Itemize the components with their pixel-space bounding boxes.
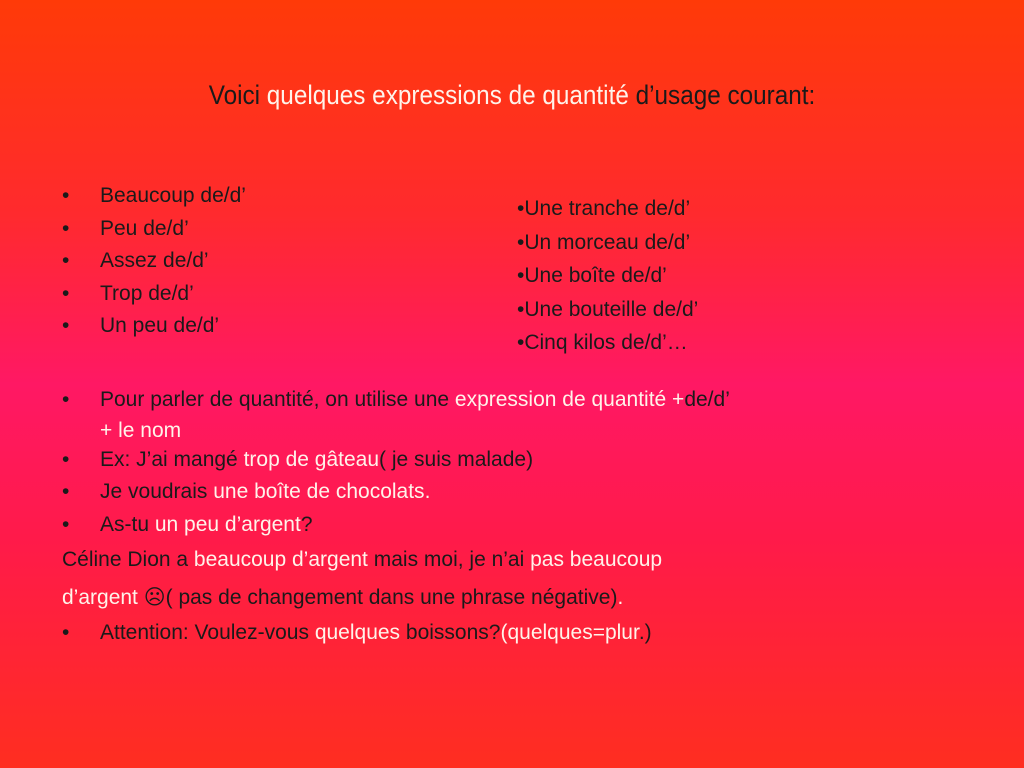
left-quantity-list xyxy=(0,180,500,343)
explanation-item-example xyxy=(0,509,1000,542)
list-item: •Une tranche de/d’ xyxy=(517,197,691,220)
explanation-item-attention xyxy=(0,617,1000,650)
text-segment: As-tu xyxy=(100,512,155,536)
text-segment: Je voudrais xyxy=(100,480,214,503)
highlight-segment: un peu d’argent xyxy=(154,512,301,536)
title-part-3: d’usage courant: xyxy=(628,80,816,110)
title-part-2: quelques expressions de quantité xyxy=(266,80,629,110)
text-segment: .) xyxy=(638,621,652,644)
text-segment: Attention: Voulez-vous xyxy=(100,621,315,644)
title-part-1: Voici xyxy=(208,80,267,110)
list-item: •Cinq kilos de/d’… xyxy=(517,331,688,354)
list-item: • Assez de/d’ xyxy=(0,245,500,278)
text-segment: de/d’ xyxy=(684,388,730,411)
example-line-continued xyxy=(62,585,623,610)
highlight-segment: trop de gâteau xyxy=(243,447,380,471)
text-segment: Céline Dion a xyxy=(62,548,194,571)
highlight-segment: + le nom xyxy=(100,418,182,442)
highlight-segment: (quelques=plur xyxy=(500,621,639,644)
text-segment: mais moi, je n’ai xyxy=(367,548,531,571)
list-item: •Une boîte de/d’ xyxy=(517,264,667,287)
right-quantity-list xyxy=(517,192,698,360)
text-segment: boissons? xyxy=(400,621,501,644)
slide-title xyxy=(51,80,973,111)
attention-list xyxy=(0,617,1000,650)
explanation-item-example xyxy=(0,444,1000,477)
list-item: • Un peu de/d’ xyxy=(0,310,500,343)
list-item: •Un morceau de/d’ xyxy=(517,230,691,254)
example-line xyxy=(62,548,662,572)
highlight-segment: pas beaucoup xyxy=(530,548,663,571)
text-segment: ( je suis malade) xyxy=(379,447,534,471)
text-segment: ( pas de changement dans une phrase négative) xyxy=(165,586,618,609)
explanation-list xyxy=(0,384,1000,541)
list-item: • Trop de/d’ xyxy=(0,278,500,311)
highlight-segment: quelques xyxy=(314,621,401,644)
explanation-item-rule xyxy=(0,384,1000,444)
highlight-segment: d’argent xyxy=(62,586,138,609)
list-item: •Une bouteille de/d’ xyxy=(517,297,699,321)
text-segment: ? xyxy=(300,512,313,536)
list-item: • Beaucoup de/d’ xyxy=(0,180,500,213)
highlight-segment: beaucoup d’argent xyxy=(193,548,368,571)
highlight-segment: expression de quantité + xyxy=(454,388,685,411)
highlight-segment: . xyxy=(424,480,431,503)
highlight-segment: . xyxy=(617,586,624,609)
highlight-segment: une boîte de chocolats xyxy=(213,480,425,503)
list-item: • Peu de/d’ xyxy=(0,213,500,246)
text-segment: Ex: J’ai mangé xyxy=(100,447,244,471)
text-segment: Pour parler de quantité, on utilise une xyxy=(100,388,455,411)
sad-face-icon: ☹ xyxy=(137,586,166,609)
explanation-item-example xyxy=(0,476,1000,509)
